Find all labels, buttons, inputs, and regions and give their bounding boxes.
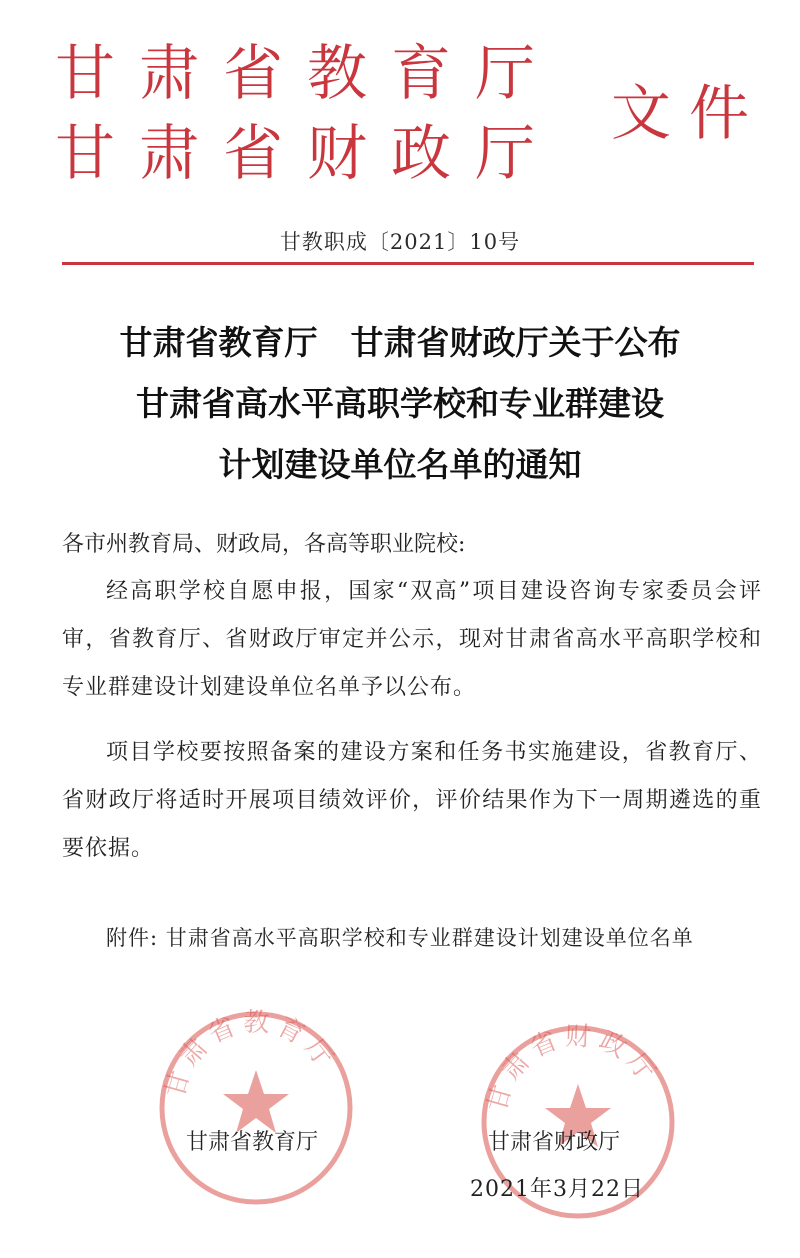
title-line-3: 计划建设单位名单的通知	[218, 445, 582, 484]
issuer-education-department: 甘肃省教育厅	[55, 39, 559, 109]
star-icon	[223, 1070, 289, 1133]
signer-education-department: 甘肃省教育厅	[186, 1130, 319, 1155]
issue-date: 2021年3月22日	[470, 1177, 644, 1202]
attachment-note: 附件: 甘肃省高水平高职学校和专业群建设计划建设单位名单	[106, 926, 694, 950]
header-divider	[62, 262, 754, 265]
addressee: 各市州教育局、财政局，各高等职业院校:	[62, 532, 466, 557]
title-line-1: 甘肃省教育厅 甘肃省财政厅关于公布	[119, 323, 681, 362]
document-title	[0, 312, 800, 495]
document-header	[55, 38, 767, 189]
signer-finance-department: 甘肃省财政厅	[488, 1130, 621, 1155]
document-type-label: 文件	[611, 79, 767, 149]
title-line-2: 甘肃省高水平高职学校和专业群建设	[136, 384, 664, 423]
body-paragraph-1: 经高职学校自愿申报，国家“双高”项目建设咨询专家委员会评审，省教育厅、省财政厅审定并公示，现对甘肃省高水平高职学校和专业群建设计划建设单位名单予以公布。	[62, 579, 762, 700]
body-paragraph-2: 项目学校要按照备案的建设方案和任务书实施建设，省教育厅、省财政厅将适时开展项目绩效评价，评价结果作为下一周期遴选的重要依据。	[62, 740, 762, 861]
seal-2-arc-text: 甘肃省财政厅	[482, 1022, 664, 1115]
education-department-seal	[156, 1008, 356, 1208]
issuer-finance-department: 甘肃省财政厅	[55, 119, 559, 189]
document-number: 甘教职成〔2021〕10号	[279, 230, 521, 254]
seal-1-arc-text: 甘肃省教育厅	[160, 1008, 342, 1101]
